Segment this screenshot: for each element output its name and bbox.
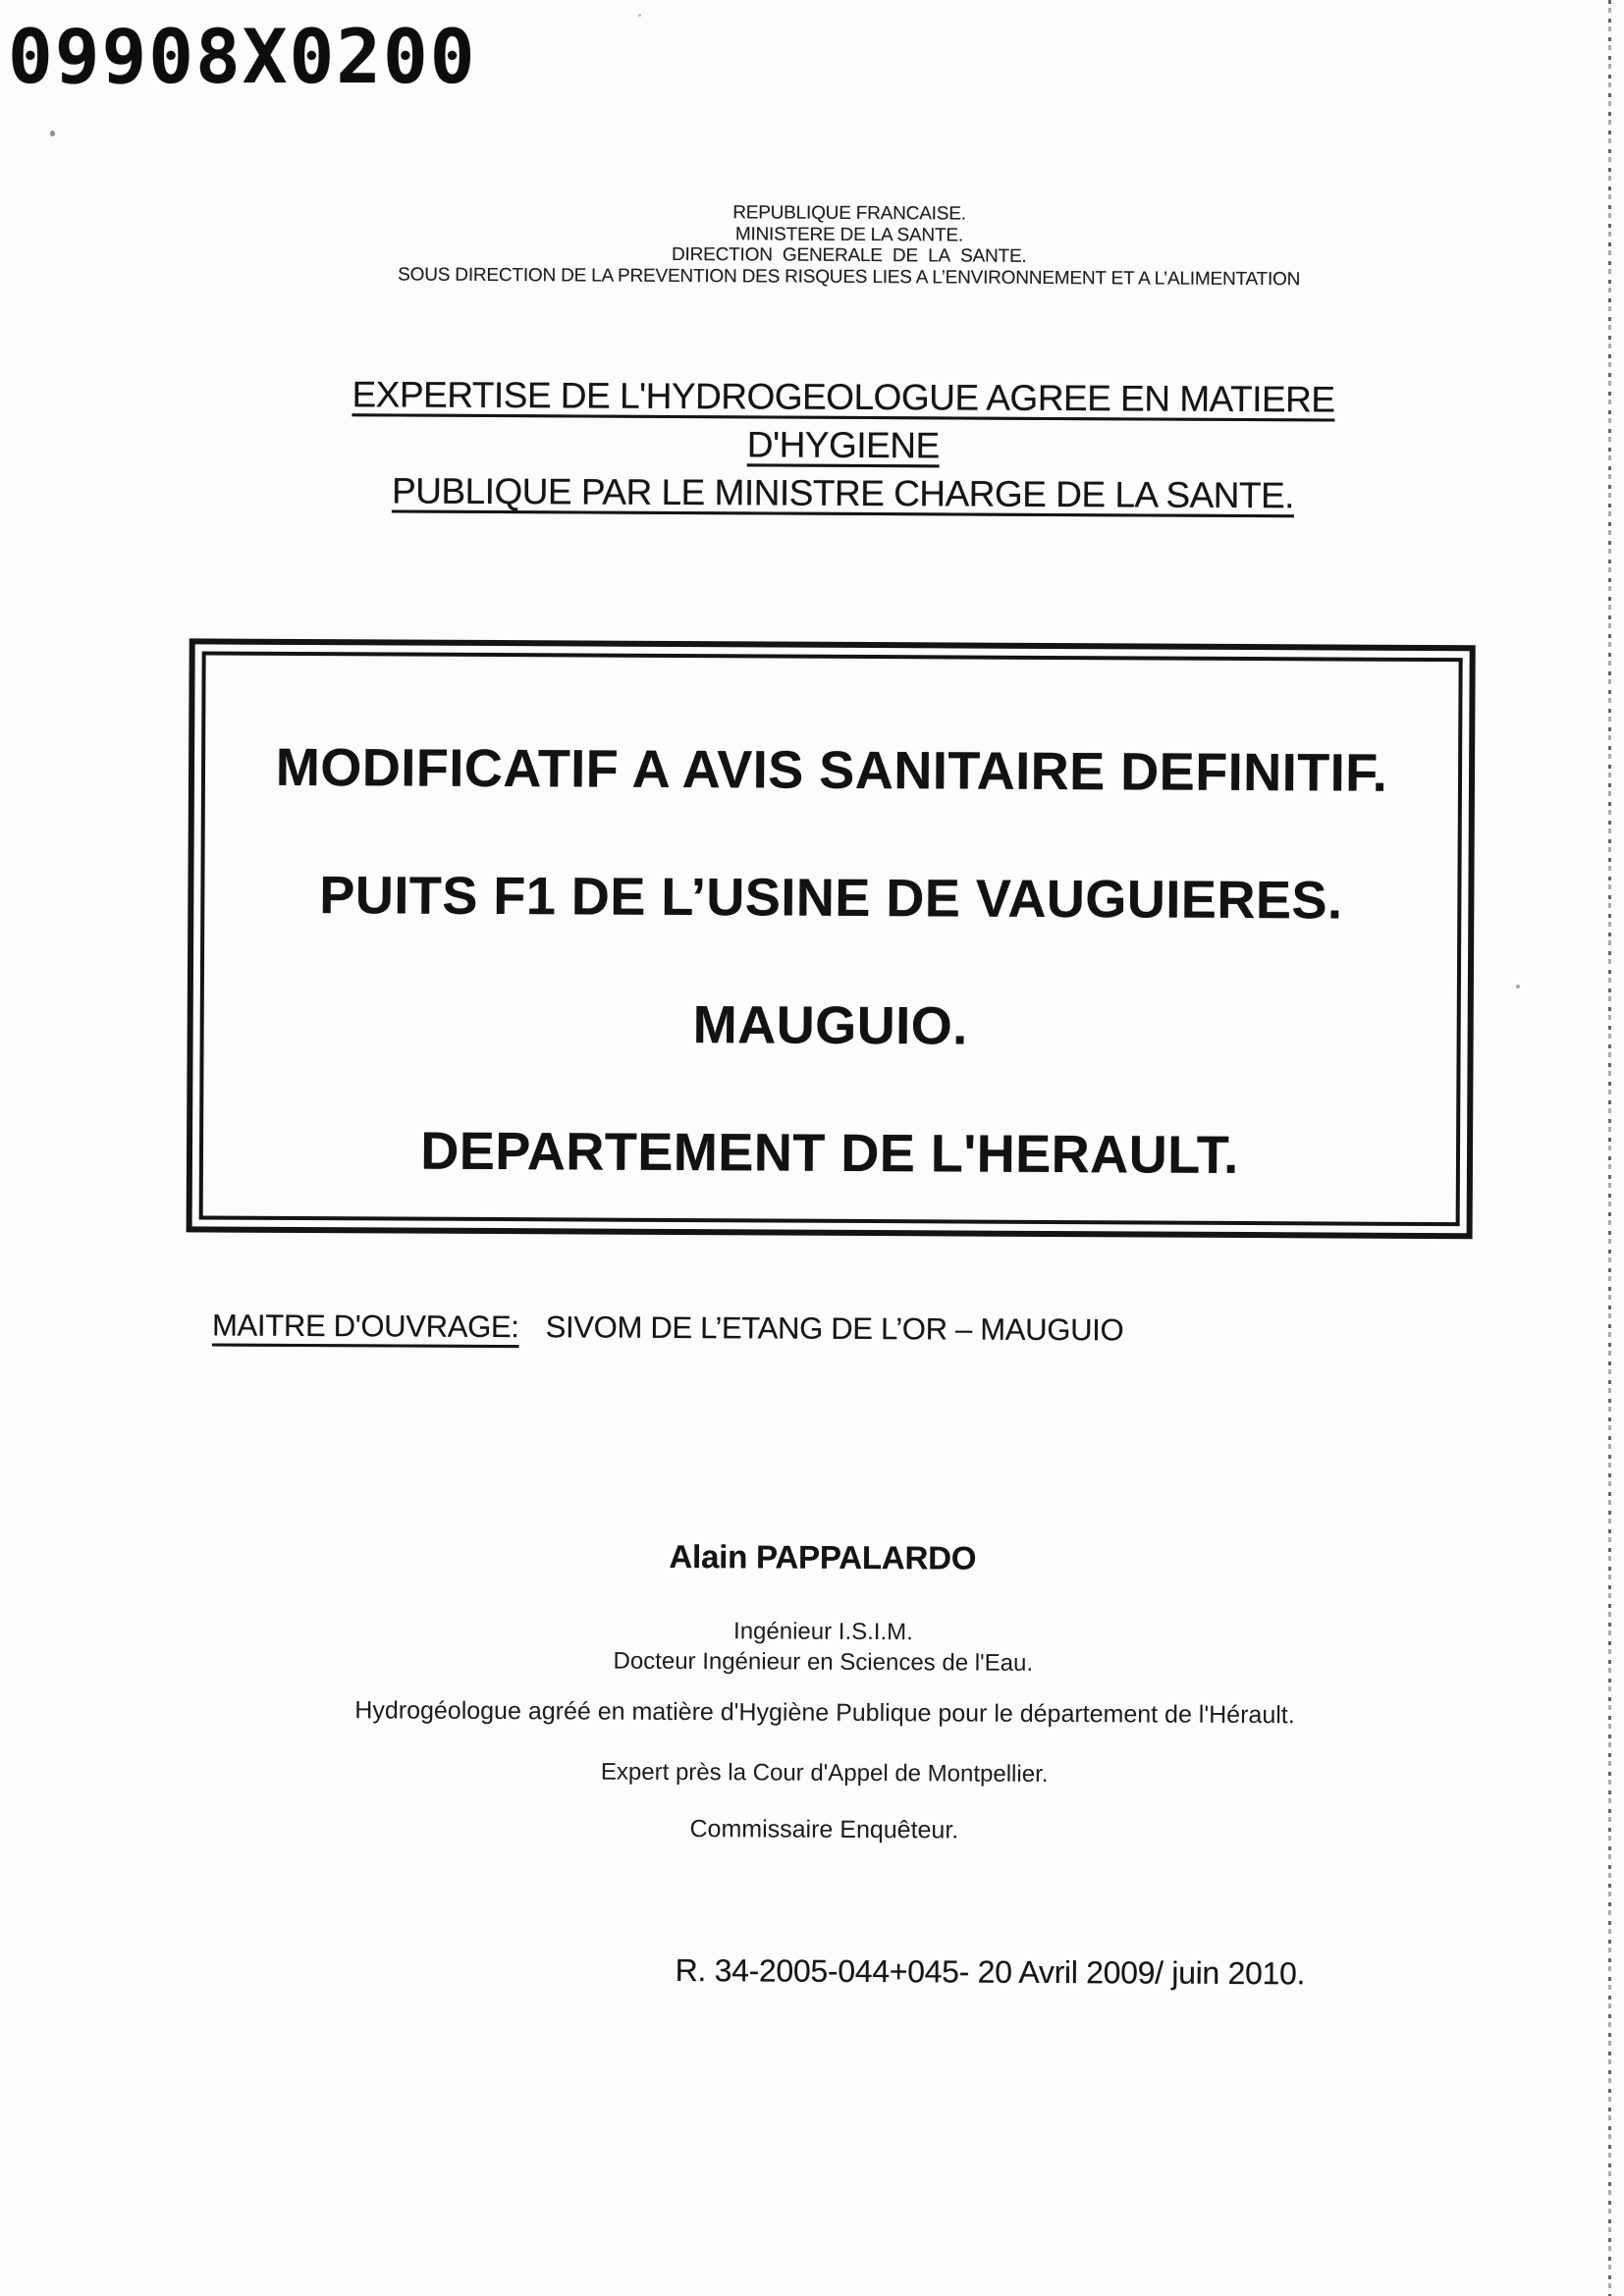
- qualification-engineer: Ingénieur I.S.I.M.: [732, 1618, 913, 1646]
- header-line-ministere: MINISTERE DE LA SANTE.: [734, 223, 964, 246]
- expertise-heading-line1: EXPERTISE DE L'HYDROGEOLOGUE AGREE EN MATIERE D'HYGIENE: [352, 374, 1335, 466]
- report-reference-number: R. 34-2005-044+045- 20 Avril 2009/ juin 2010.: [675, 1951, 1306, 1992]
- header-line-direction: DIRECTION GENERALE DE LA SANTE.: [672, 243, 1027, 267]
- qualification-doctor: Docteur Ingénieur en Sciences de l'Eau.: [613, 1647, 1034, 1677]
- ministry-header: [260, 200, 1438, 291]
- title-line-mauguio: MAUGUIO.: [692, 995, 968, 1056]
- title-line-puits: PUITS F1 DE L’USINE DE VAUGUIERES.: [319, 866, 1343, 931]
- header-line-sous-direction: SOUS DIRECTION DE LA PREVENTION DES RISQUES LIES A L’ENVIRONNEMENT ET A L’ALIMENTATION: [398, 263, 1301, 290]
- scan-speck: [1516, 985, 1520, 988]
- title-line-departement: DEPARTEMENT DE L'HERAULT.: [420, 1121, 1239, 1185]
- scan-speck: [50, 131, 55, 136]
- author-role-hydrogeologist: Hydrogéologue agréé en matière d'Hygiène Publique pour le département de l'Hérault.: [354, 1696, 1295, 1730]
- owner-label: MAITRE D'OUVRAGE:: [211, 1308, 519, 1345]
- main-title-box-inner-border: [199, 651, 1463, 1226]
- borehole-id-stamp: 09908X0200: [8, 13, 477, 100]
- project-owner-line: [212, 1308, 1123, 1349]
- scan-edge-artifact: [1608, 0, 1611, 2296]
- header-line-republique: REPUBLIQUE FRANCAISE.: [732, 202, 966, 225]
- main-title-box: [187, 638, 1476, 1239]
- expertise-heading: [253, 370, 1433, 520]
- author-qualifications: [234, 1614, 1412, 1681]
- owner-value: SIVOM DE L’ETANG DE L’OR – MAUGUIO: [545, 1309, 1124, 1348]
- author-role-court-expert: Expert près la Cour d'Appel de Montpellier.: [600, 1758, 1049, 1788]
- author-role-commissioner: Commissaire Enquêteur.: [689, 1815, 959, 1844]
- scan-speck: [638, 14, 641, 17]
- expertise-heading-line2: PUBLIQUE PAR LE MINISTRE CHARGE DE LA SANTE.: [391, 470, 1295, 516]
- title-line-modificatif: MODIFICATIF A AVIS SANITAIRE DEFINITIF.: [275, 737, 1388, 803]
- author-name: Alain PAPPALARDO: [669, 1537, 977, 1576]
